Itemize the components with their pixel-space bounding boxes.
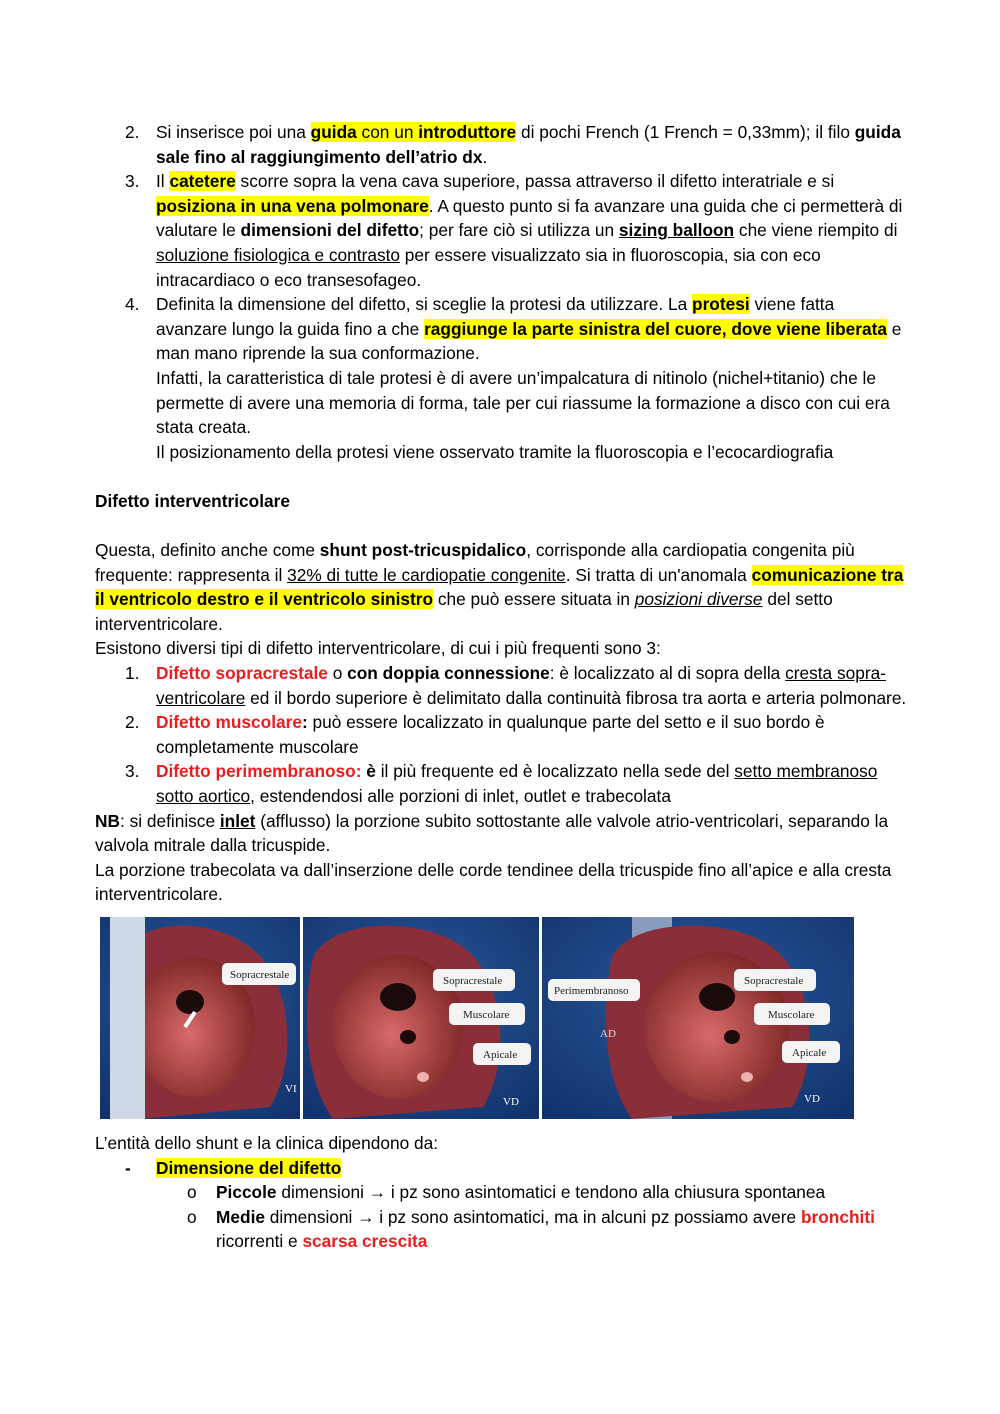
list-item-step-2	[95, 120, 910, 169]
paragraph: Il posizionamento della protesi viene osservato tramite la fluoroscopia e l’ecocardiografia	[156, 441, 834, 462]
paragraph: Il catetere scorre sopra la vena cava superiore, passa attraverso il difetto interatriale e si posiziona in una vena polmonare. A questo punto si fa avanzare una guida che ci permetterà di valutare le dimensioni del difetto; per fare ciò si utilizza un sizing balloon che viene riempito di soluzione fisiologica e contrasto per essere visualizzato sia in fluoroscopia, sia con eco intracardiaco o eco transesofageo.	[156, 171, 903, 290]
bullet-circle: o	[187, 1206, 197, 1227]
label-vd-3: VD	[804, 1093, 820, 1105]
paragraph: Definita la dimensione del difetto, si sceglie la protesi da utilizzare. La protesi viene fatta avanzare lungo la guida fino a che raggiunge la parte sinistra del cuore, dove viene liberata e man mano riprende la sua conformazione.	[156, 294, 902, 364]
paragraph: Infatti, la caratteristica di tale protesi è di avere un’impalcatura di nitinolo (nichel+titanio) che le permette di avere una memoria di forma, tale per cui riassume la formazione a disco con cui era stata creata.	[156, 367, 890, 438]
list-item-type-1: 1. Difetto sopracrestale o con doppia connessione: è localizzato al di sopra della cresta sopra-ventricolare ed il bordo superiore è delimitato dalla continuità fibrosa tra aorta e arteria polmonare.	[125, 663, 907, 708]
paragraph: Si inserisce poi una guida con un introduttore di pochi French (1 French = 0,33mm); il filo guida sale fino al raggiungimento dell’atrio dx.	[156, 122, 901, 167]
sub-item-piccole: o Piccole dimensioni → i pz sono asintomatici e tendono alla chiusura spontanea	[95, 1180, 910, 1205]
shunt-intro: L’entità dello shunt e la clinica dipendono da:	[95, 1133, 439, 1153]
bullet-dash: -	[125, 1157, 131, 1178]
heart-image-3	[542, 917, 854, 1119]
heart-image-2	[303, 917, 539, 1119]
label-sopracrestale-3: Sopracrestale	[744, 975, 804, 987]
label-vd-2: VD	[503, 1096, 519, 1108]
intro-paragraph: Questa, definito anche come shunt post-tricuspidalico, corrisponde alla cardiopatia congenita più frequente: rappresenta il 32% di tutte le cardiopatie congenite. Si tratta di un'anomala comunicazione tra il ventricolo destro e il ventricolo sinistro che può essere situata in posizioni diverse del setto interventricolare.	[95, 540, 904, 634]
list-item-type-2: 2. Difetto muscolare: può essere localizzato in qualunque parte del setto e il suo bordo è completamente muscolare	[125, 712, 825, 757]
types-intro: Esistono diversi tipi di difetto interventricolare, di cui i più frequenti sono 3:	[95, 638, 661, 659]
label-muscolare-3: Muscolare	[768, 1009, 815, 1021]
section-heading: Difetto interventricolare	[95, 490, 290, 511]
list-item-type-3: 3. Difetto perimembranoso: è il più frequente ed è localizzato nella sede del setto membranoso sotto aortico, estendendosi alle porzioni di inlet, outlet e trabecolata	[125, 761, 878, 807]
list-number: 3.	[125, 171, 140, 192]
list-number: 2.	[125, 122, 140, 142]
list-number: 3.	[125, 761, 140, 782]
label-vi: VI	[285, 1083, 297, 1095]
document-page	[95, 120, 910, 1254]
nb-paragraph: NB: si definisce inlet (afflusso) la porzione subito sottostante alle valvole atrio-ventricolari, separando la valvola mitrale dalla tricuspide.	[95, 810, 889, 856]
label-apicale-3: Apicale	[792, 1047, 827, 1059]
heart-figure	[100, 917, 910, 1121]
list-number: 4.	[125, 294, 140, 315]
label-sopracrestale-2: Sopracrestale	[443, 975, 503, 987]
list-number: 1.	[125, 663, 140, 684]
label-apicale-2: Apicale	[483, 1049, 518, 1061]
label-sopracrestale: Sopracrestale	[230, 969, 290, 981]
label-muscolare-2: Muscolare	[463, 1009, 510, 1021]
bullet-item: - Dimensione del difetto	[95, 1156, 910, 1181]
bullet-circle: o	[187, 1182, 197, 1203]
label-ad: AD	[600, 1028, 616, 1040]
list-item-step-4	[95, 292, 910, 464]
list-item-step-3	[95, 169, 910, 292]
trabecular-paragraph: La porzione trabecolata va dall’inserzione delle corde tendinee della tricuspide fino all’apice e alla cresta interventricolare.	[95, 859, 892, 905]
list-number: 2.	[125, 712, 140, 733]
sub-item-medie: o Medie dimensioni → i pz sono asintomatici, ma in alcuni pz possiamo avere bronchiti ricorrenti e scarsa crescita	[187, 1206, 875, 1252]
label-perimembranoso: Perimembranoso	[554, 985, 629, 997]
heart-image-1	[100, 917, 300, 1119]
